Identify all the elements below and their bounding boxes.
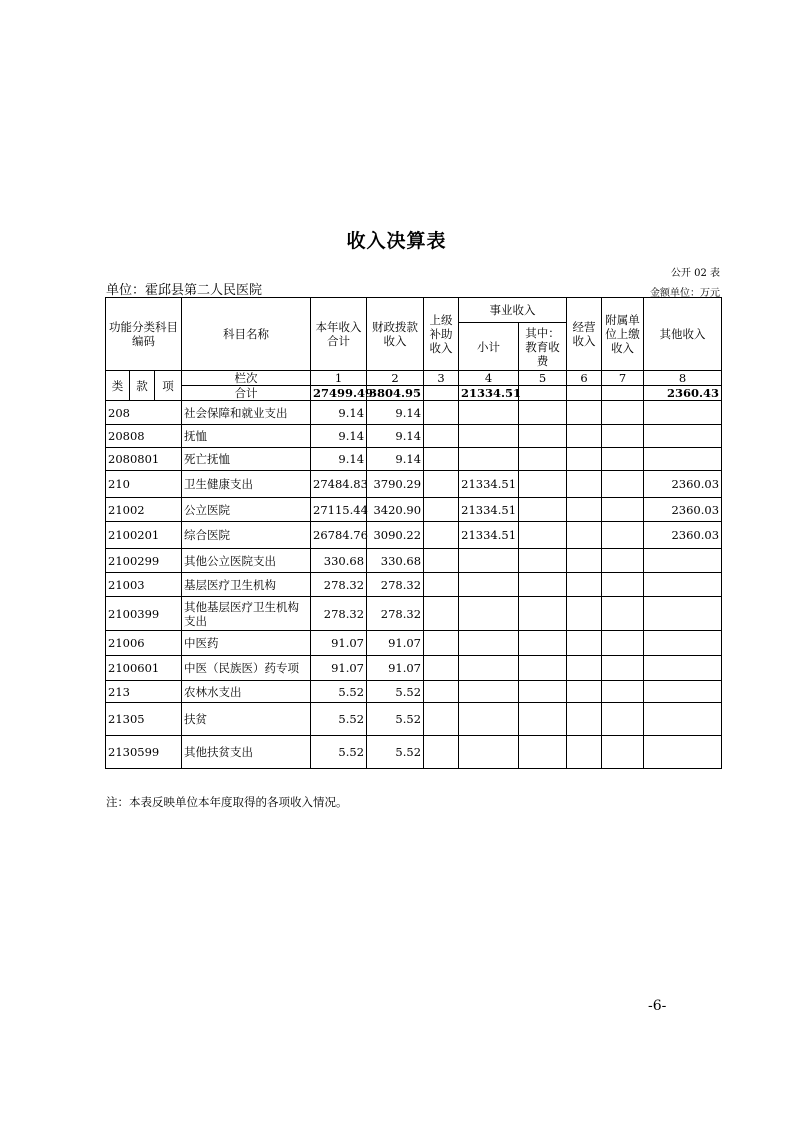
header-kuan: 款 bbox=[130, 371, 155, 401]
table-row bbox=[106, 736, 722, 769]
row-value bbox=[424, 425, 459, 448]
row-value bbox=[644, 681, 722, 703]
row-value bbox=[519, 425, 567, 448]
row-code: 21003 bbox=[106, 573, 182, 597]
row-value: 21334.51 bbox=[459, 522, 519, 549]
total-value bbox=[519, 386, 567, 401]
total-value: 27499.49 bbox=[311, 386, 367, 401]
row-value: 9.14 bbox=[311, 448, 367, 471]
row-value bbox=[519, 448, 567, 471]
total-value bbox=[602, 386, 644, 401]
row-value bbox=[519, 703, 567, 736]
form-number: 公开 02 表 bbox=[670, 268, 720, 279]
row-value bbox=[424, 631, 459, 656]
header-operating: 经营收入 bbox=[567, 298, 602, 371]
header-edu-fee: 其中：教育收费 bbox=[519, 323, 567, 371]
row-value: 9.14 bbox=[367, 401, 424, 425]
row-value bbox=[602, 471, 644, 498]
report-title: 收入决算表 bbox=[346, 230, 447, 252]
row-value bbox=[567, 573, 602, 597]
table-row bbox=[106, 631, 722, 656]
table-row bbox=[106, 681, 722, 703]
header-func-code: 功能分类科目编码 bbox=[106, 298, 182, 371]
row-value bbox=[459, 736, 519, 769]
row-subject-name: 其他扶贫支出 bbox=[182, 736, 311, 769]
row-value: 91.07 bbox=[367, 631, 424, 656]
row-value bbox=[519, 401, 567, 425]
row-value: 278.32 bbox=[367, 597, 424, 631]
row-value bbox=[459, 425, 519, 448]
row-value bbox=[519, 471, 567, 498]
header-xiang: 项 bbox=[155, 371, 182, 401]
row-value: 5.52 bbox=[311, 703, 367, 736]
row-value: 330.68 bbox=[367, 549, 424, 573]
header-subtotal: 小计 bbox=[459, 323, 519, 371]
row-subject-name: 卫生健康支出 bbox=[182, 471, 311, 498]
row-value: 27484.83 bbox=[311, 471, 367, 498]
row-value bbox=[424, 448, 459, 471]
row-value bbox=[424, 597, 459, 631]
row-value bbox=[602, 736, 644, 769]
table-row bbox=[106, 522, 722, 549]
total-value: 2360.43 bbox=[644, 386, 722, 401]
table-row bbox=[106, 549, 722, 573]
row-value: 2360.03 bbox=[644, 498, 722, 522]
row-value: 5.52 bbox=[367, 681, 424, 703]
row-code: 2130599 bbox=[106, 736, 182, 769]
row-value bbox=[519, 736, 567, 769]
row-value: 2360.03 bbox=[644, 522, 722, 549]
row-value: 5.52 bbox=[367, 703, 424, 736]
row-value bbox=[602, 681, 644, 703]
row-value bbox=[644, 631, 722, 656]
row-code: 213 bbox=[106, 681, 182, 703]
row-code: 2100601 bbox=[106, 656, 182, 681]
total-row bbox=[106, 386, 722, 401]
row-value bbox=[519, 681, 567, 703]
column-number: 2 bbox=[367, 371, 424, 386]
unit-label: 单位：霍邱县第二人民医院 bbox=[106, 283, 263, 298]
table-row bbox=[106, 471, 722, 498]
row-value: 91.07 bbox=[311, 656, 367, 681]
row-value: 9.14 bbox=[311, 425, 367, 448]
row-value bbox=[602, 703, 644, 736]
row-value bbox=[519, 522, 567, 549]
row-code: 21305 bbox=[106, 703, 182, 736]
row-value bbox=[424, 573, 459, 597]
row-value bbox=[424, 681, 459, 703]
row-value bbox=[459, 703, 519, 736]
row-value: 3790.29 bbox=[367, 471, 424, 498]
row-value bbox=[519, 656, 567, 681]
table-row bbox=[106, 425, 722, 448]
row-value bbox=[644, 573, 722, 597]
total-value: 3804.95 bbox=[367, 386, 424, 401]
header-business: 事业收入 bbox=[459, 298, 567, 323]
column-number: 7 bbox=[602, 371, 644, 386]
row-subject-name: 社会保障和就业支出 bbox=[182, 401, 311, 425]
row-value: 3420.90 bbox=[367, 498, 424, 522]
header-fiscal: 财政拨款收入 bbox=[367, 298, 424, 371]
row-value bbox=[424, 522, 459, 549]
row-value bbox=[459, 448, 519, 471]
row-subject-name: 扶贫 bbox=[182, 703, 311, 736]
row-value bbox=[567, 681, 602, 703]
row-value bbox=[644, 597, 722, 631]
row-subject-name: 其他公立医院支出 bbox=[182, 549, 311, 573]
row-value bbox=[459, 573, 519, 597]
table-row bbox=[106, 703, 722, 736]
row-subject-name: 综合医院 bbox=[182, 522, 311, 549]
row-value bbox=[459, 681, 519, 703]
row-value bbox=[567, 401, 602, 425]
row-code: 2080801 bbox=[106, 448, 182, 471]
row-subject-name: 中医药 bbox=[182, 631, 311, 656]
column-no-label: 栏次 bbox=[182, 371, 311, 386]
row-subject-name: 公立医院 bbox=[182, 498, 311, 522]
row-value bbox=[567, 656, 602, 681]
page-number: -6- bbox=[648, 998, 667, 1014]
header-cat: 类 bbox=[106, 371, 130, 401]
column-number: 8 bbox=[644, 371, 722, 386]
column-number: 6 bbox=[567, 371, 602, 386]
header-subject-name: 科目名称 bbox=[182, 298, 311, 371]
row-value: 9.14 bbox=[311, 401, 367, 425]
row-value: 91.07 bbox=[311, 631, 367, 656]
table-row bbox=[106, 498, 722, 522]
row-value bbox=[424, 549, 459, 573]
row-value bbox=[519, 597, 567, 631]
row-value bbox=[644, 703, 722, 736]
row-value bbox=[424, 656, 459, 681]
row-value bbox=[644, 401, 722, 425]
table-row bbox=[106, 573, 722, 597]
total-value bbox=[424, 386, 459, 401]
row-value bbox=[519, 573, 567, 597]
row-value bbox=[644, 656, 722, 681]
row-code: 21002 bbox=[106, 498, 182, 522]
row-value bbox=[644, 549, 722, 573]
row-value: 5.52 bbox=[311, 681, 367, 703]
row-value bbox=[644, 736, 722, 769]
row-value: 21334.51 bbox=[459, 471, 519, 498]
row-value: 278.32 bbox=[311, 597, 367, 631]
total-value bbox=[567, 386, 602, 401]
table-row bbox=[106, 656, 722, 681]
row-code: 208 bbox=[106, 401, 182, 425]
row-code: 2100201 bbox=[106, 522, 182, 549]
row-value: 5.52 bbox=[311, 736, 367, 769]
row-value bbox=[567, 703, 602, 736]
row-value bbox=[602, 522, 644, 549]
amount-unit-label: 金额单位：万元 bbox=[650, 288, 720, 299]
row-value bbox=[602, 498, 644, 522]
row-code: 21006 bbox=[106, 631, 182, 656]
row-value bbox=[602, 631, 644, 656]
row-value bbox=[459, 597, 519, 631]
row-subject-name: 农林水支出 bbox=[182, 681, 311, 703]
row-code: 210 bbox=[106, 471, 182, 498]
column-number: 4 bbox=[459, 371, 519, 386]
row-value: 91.07 bbox=[367, 656, 424, 681]
row-value bbox=[567, 498, 602, 522]
table-row bbox=[106, 401, 722, 425]
row-value bbox=[459, 549, 519, 573]
total-label: 合计 bbox=[182, 386, 311, 401]
row-subject-name: 中医（民族医）药专项 bbox=[182, 656, 311, 681]
row-value bbox=[567, 448, 602, 471]
column-number: 5 bbox=[519, 371, 567, 386]
row-subject-name: 抚恤 bbox=[182, 425, 311, 448]
row-code: 2100399 bbox=[106, 597, 182, 631]
row-value bbox=[567, 631, 602, 656]
row-value bbox=[602, 448, 644, 471]
row-value bbox=[424, 401, 459, 425]
row-value: 278.32 bbox=[311, 573, 367, 597]
row-value bbox=[567, 522, 602, 549]
income-table bbox=[105, 297, 722, 769]
row-value bbox=[519, 631, 567, 656]
header-other: 其他收入 bbox=[644, 298, 722, 371]
row-value bbox=[602, 573, 644, 597]
column-number: 3 bbox=[424, 371, 459, 386]
row-value: 26784.76 bbox=[311, 522, 367, 549]
row-value bbox=[602, 597, 644, 631]
total-value: 21334.51 bbox=[459, 386, 519, 401]
row-value: 5.52 bbox=[367, 736, 424, 769]
row-value bbox=[459, 656, 519, 681]
row-value bbox=[602, 425, 644, 448]
row-value bbox=[424, 703, 459, 736]
header-total-income: 本年收入合计 bbox=[311, 298, 367, 371]
row-value bbox=[567, 736, 602, 769]
row-value bbox=[519, 498, 567, 522]
row-value: 27115.44 bbox=[311, 498, 367, 522]
row-value bbox=[424, 736, 459, 769]
row-value bbox=[519, 549, 567, 573]
row-value bbox=[602, 549, 644, 573]
row-value bbox=[424, 498, 459, 522]
header-superior: 上级补助收入 bbox=[424, 298, 459, 371]
row-value bbox=[567, 425, 602, 448]
row-subject-name: 其他基层医疗卫生机构支出 bbox=[182, 597, 311, 631]
table-row bbox=[106, 448, 722, 471]
row-subject-name: 死亡抚恤 bbox=[182, 448, 311, 471]
row-value: 3090.22 bbox=[367, 522, 424, 549]
row-code: 20808 bbox=[106, 425, 182, 448]
row-value: 278.32 bbox=[367, 573, 424, 597]
row-value bbox=[459, 401, 519, 425]
row-code: 2100299 bbox=[106, 549, 182, 573]
row-value bbox=[424, 471, 459, 498]
row-value bbox=[644, 448, 722, 471]
row-subject-name: 基层医疗卫生机构 bbox=[182, 573, 311, 597]
row-value bbox=[602, 401, 644, 425]
row-value bbox=[567, 597, 602, 631]
row-value: 21334.51 bbox=[459, 498, 519, 522]
table-row bbox=[106, 597, 722, 631]
row-value: 330.68 bbox=[311, 549, 367, 573]
footnote: 注：本表反映单位本年度取得的各项收入情况。 bbox=[106, 795, 348, 809]
row-value bbox=[644, 425, 722, 448]
row-value bbox=[459, 631, 519, 656]
row-value: 9.14 bbox=[367, 425, 424, 448]
header-affiliated: 附属单位上缴收入 bbox=[602, 298, 644, 371]
row-value bbox=[567, 471, 602, 498]
row-value: 9.14 bbox=[367, 448, 424, 471]
row-value bbox=[602, 656, 644, 681]
column-number: 1 bbox=[311, 371, 367, 386]
row-value: 2360.03 bbox=[644, 471, 722, 498]
row-value bbox=[567, 549, 602, 573]
